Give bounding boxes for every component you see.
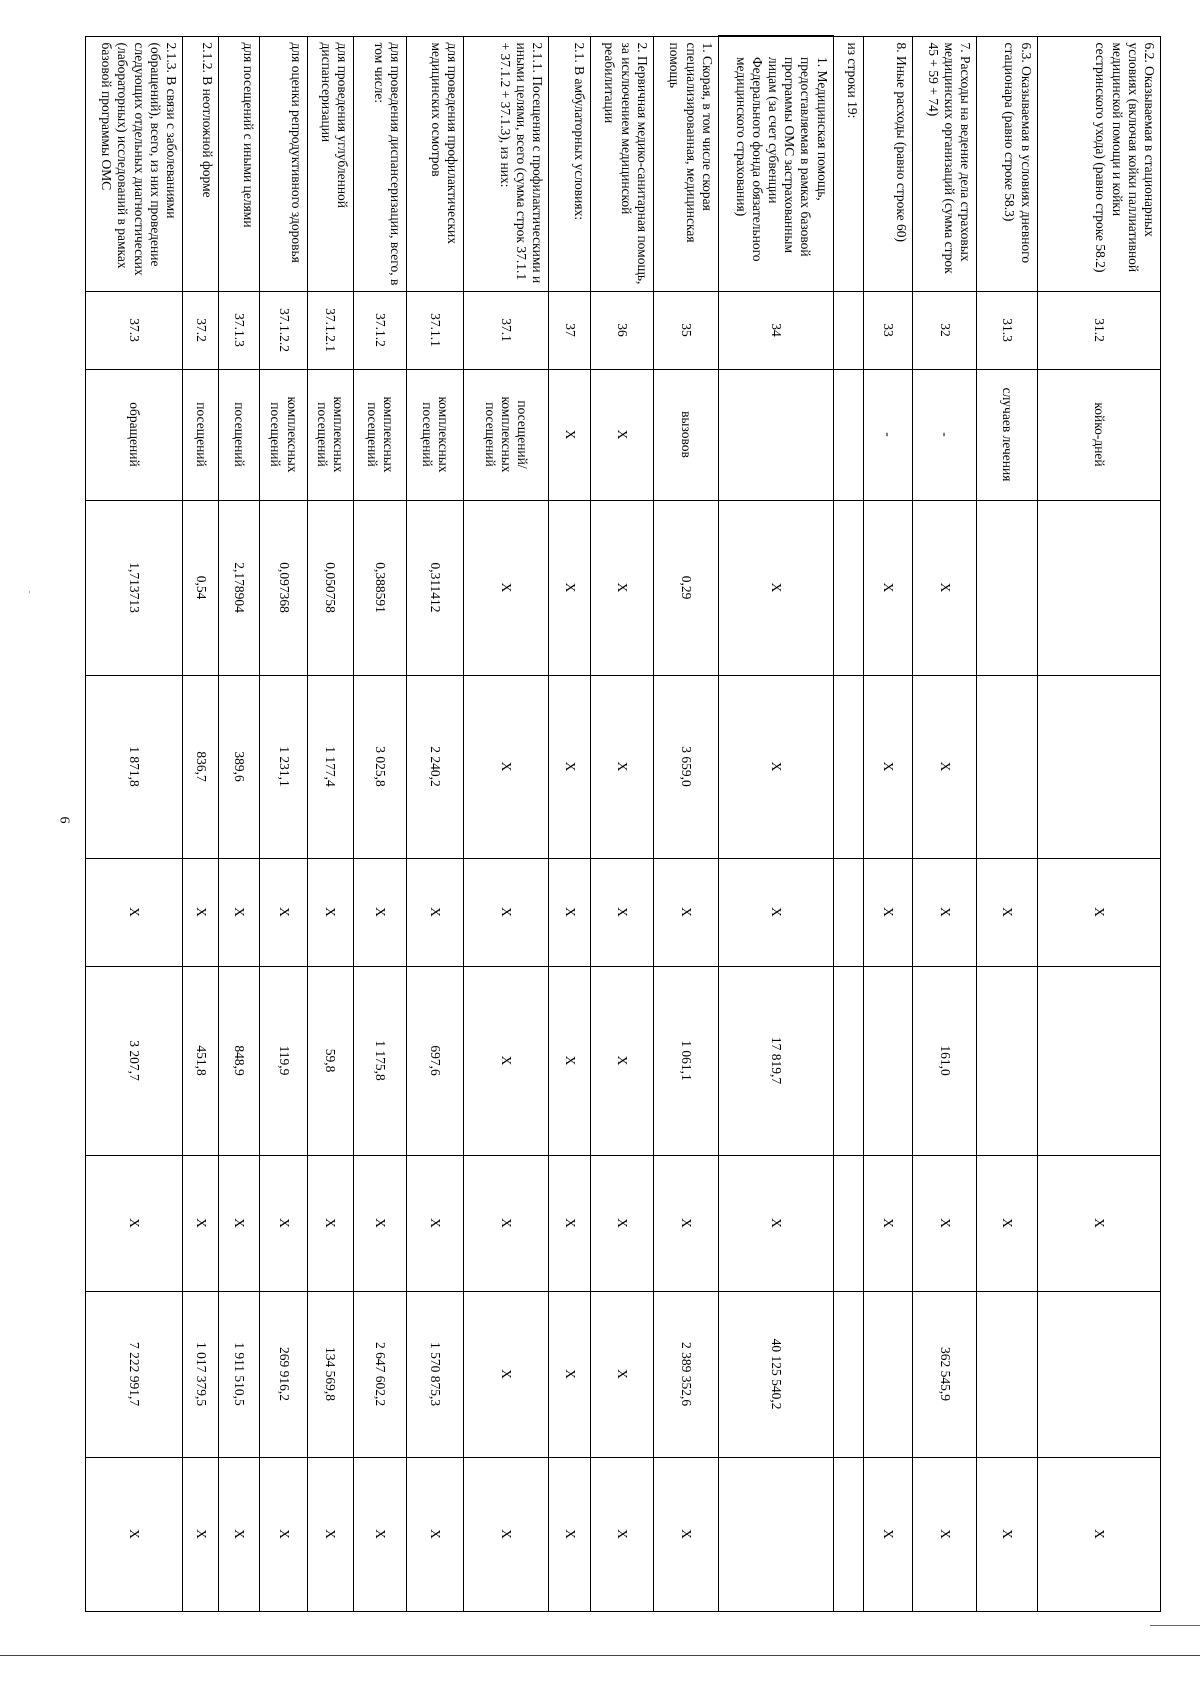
row-code: 31.2 [1037, 291, 1160, 369]
cell-c2: 1 231,1 [260, 675, 307, 858]
cell-c5: Х [464, 1155, 549, 1291]
row-label: 6.2. Оказываемая в стационарных условиях (включая койки паллиативной медицинской помощи и койки сестринского ухода) (равно строке 58.2) [1037, 36, 1160, 291]
table-row [1037, 36, 1160, 1611]
row-code: 36 [590, 291, 653, 369]
cell-c3: Х [406, 858, 463, 966]
cell-c6: 40 125 540,2 [718, 1291, 833, 1457]
row-code: 37.1.1 [406, 291, 463, 369]
row-label: для проведения диспансеризации, всего, в том числе: [353, 36, 406, 291]
cell-c6: 1 570 875,3 [406, 1291, 463, 1457]
cell-c2: 836,7 [183, 675, 219, 858]
cell-c3: Х [718, 858, 833, 966]
table-row [406, 36, 463, 1611]
cell-c7: Х [653, 1457, 718, 1611]
row-code [833, 291, 864, 369]
data-table [85, 35, 1161, 1612]
cell-c7: Х [260, 1457, 307, 1611]
cell-c5: Х [912, 1155, 976, 1291]
cell-c2: Х [912, 675, 976, 858]
cell-c1: 0,050758 [307, 500, 353, 675]
bottom-rule [0, 1655, 1200, 1656]
cell-c2: Х [590, 675, 653, 858]
cell-c5 [833, 1155, 864, 1291]
table-row [653, 36, 718, 1611]
table-row [86, 36, 183, 1611]
cell-c6: 269 916,2 [260, 1291, 307, 1457]
cell-c5: Х [406, 1155, 463, 1291]
table-row [260, 36, 307, 1611]
cell-c6 [864, 1291, 913, 1457]
cell-c4: 451,8 [183, 966, 219, 1155]
cell-c5: Х [549, 1155, 591, 1291]
row-code: 37.1.2 [353, 291, 406, 369]
cell-c3: Х [260, 858, 307, 966]
row-unit: случаев лечения [976, 369, 1037, 500]
cell-c4: 3 207,7 [86, 966, 183, 1155]
cell-c2: Х [864, 675, 913, 858]
cell-c7: Х [86, 1457, 183, 1611]
cell-c4: Х [549, 966, 591, 1155]
row-code: 37.2 [183, 291, 219, 369]
cell-c1: 2,178904 [219, 500, 260, 675]
cell-c1: Х [464, 500, 549, 675]
row-code: 33 [864, 291, 913, 369]
row-label: 7. Расходы на ведение дела страховых медицинских организаций (сумма строк 45 + 59 + 74) [912, 36, 976, 291]
cell-c6: Х [464, 1291, 549, 1457]
cell-c1 [976, 500, 1037, 675]
row-label: для проведения углубленной диспансеризации [307, 36, 353, 291]
cell-c1: 0,29 [653, 500, 718, 675]
row-unit: обращений [86, 369, 183, 500]
cell-c5: Х [653, 1155, 718, 1291]
row-label: 6.3. Оказываемая в условиях дневного стационара (равно строке 58.3) [976, 36, 1037, 291]
cell-c7: Х [183, 1457, 219, 1611]
cell-c3: Х [912, 858, 976, 966]
table-row [219, 36, 260, 1611]
cell-c3: Х [353, 858, 406, 966]
row-label: для посещений с иными целями [219, 36, 260, 291]
cell-c7: Х [590, 1457, 653, 1611]
row-label: 2. Первичная медико-санитарная помощь, за исключением медицинской реабилитации [590, 36, 653, 291]
cell-c3: Х [1037, 858, 1160, 966]
table-row [912, 36, 976, 1611]
cell-c5: Х [1037, 1155, 1160, 1291]
cell-c3: Х [864, 858, 913, 966]
cell-c7: Х [307, 1457, 353, 1611]
table-row [549, 36, 591, 1611]
cell-c3: Х [976, 858, 1037, 966]
cell-c6: 2 389 352,6 [653, 1291, 718, 1457]
row-unit: комплексных посещений [406, 369, 463, 500]
row-label: 2.1. В амбулаторных условиях: [549, 36, 591, 291]
row-unit: вызовов [653, 369, 718, 500]
row-unit: - [864, 369, 913, 500]
cell-c4: Х [464, 966, 549, 1155]
cell-c1 [1037, 500, 1160, 675]
cell-c6: 1 911 510,5 [219, 1291, 260, 1457]
cell-c2 [833, 675, 864, 858]
table-row [353, 36, 406, 1611]
cell-c4: 17 819,7 [718, 966, 833, 1155]
cell-c7: Х [1037, 1457, 1160, 1611]
row-unit: посещений [183, 369, 219, 500]
cell-c1: 0,54 [183, 500, 219, 675]
cell-c2 [1037, 675, 1160, 858]
cell-c6: Х [590, 1291, 653, 1457]
cell-c1 [833, 500, 864, 675]
cell-c4: 1 175,8 [353, 966, 406, 1155]
cell-c2: 1 177,4 [307, 675, 353, 858]
cell-c1: 0,311412 [406, 500, 463, 675]
cell-c7: Х [912, 1457, 976, 1611]
cell-c6 [833, 1291, 864, 1457]
cell-c2: 2 240,2 [406, 675, 463, 858]
row-label: 8. Иные расходы (равно строке 60) [864, 36, 913, 291]
cell-c7: Х [464, 1457, 549, 1611]
cell-c5: Х [86, 1155, 183, 1291]
row-unit: посещений [219, 369, 260, 500]
cell-c6: 1 017 379,5 [183, 1291, 219, 1457]
cell-c4 [864, 966, 913, 1155]
cell-c4: 119,9 [260, 966, 307, 1155]
cell-c5: Х [864, 1155, 913, 1291]
table-row [833, 36, 864, 1611]
cell-c1: Х [590, 500, 653, 675]
cell-c1: 0,097368 [260, 500, 307, 675]
row-code: 37 [549, 291, 591, 369]
cell-c3: Х [307, 858, 353, 966]
cell-c2: 3 659,0 [653, 675, 718, 858]
cell-c5: Х [260, 1155, 307, 1291]
table-row [464, 36, 549, 1611]
row-unit: комплексных посещений [307, 369, 353, 500]
cell-c7: Х [219, 1457, 260, 1611]
row-code: 32 [912, 291, 976, 369]
table-row [590, 36, 653, 1611]
row-unit: Х [590, 369, 653, 500]
cell-c2: Х [464, 675, 549, 858]
row-label: 1. Скорая, в том числе скорая специализированная, медицинская помощь [653, 36, 718, 291]
row-unit: комплексных посещений [260, 369, 307, 500]
page-number: 6 [56, 816, 72, 824]
cell-c1: Х [718, 500, 833, 675]
cell-c3: Х [183, 858, 219, 966]
cell-c4 [1037, 966, 1160, 1155]
row-code: 31.3 [976, 291, 1037, 369]
cell-c1: Х [912, 500, 976, 675]
cell-c2: 3 025,8 [353, 675, 406, 858]
scan-speck: · [28, 588, 31, 597]
table-row [307, 36, 353, 1611]
cell-c7: Х [549, 1457, 591, 1611]
row-unit [718, 369, 833, 500]
rotated-table-container [85, 35, 1161, 1610]
cell-c4: 1 061,1 [653, 966, 718, 1155]
cell-c6 [1037, 1291, 1160, 1457]
cell-c1: 1,713713 [86, 500, 183, 675]
row-label: 1. Медицинская помощь, предоставляемая в рамках базовой программы ОМС застрахованным лицам (за счет субвенции Федерального фонда обязательного медицинского страхования) [718, 36, 833, 291]
table-row [183, 36, 219, 1611]
row-label: для проведения профилактических медицинских осмотров [406, 36, 463, 291]
cell-c3: Х [464, 858, 549, 966]
cell-c4: Х [590, 966, 653, 1155]
cell-c3: Х [219, 858, 260, 966]
row-code: 37.1 [464, 291, 549, 369]
table-body [86, 36, 1161, 1611]
row-code: 34 [718, 291, 833, 369]
row-label: 2.1.3. В связи с заболеваниями (обращений), всего, из них проведение следующих отдельных диагностических (лабораторных) исследований в рамках базовой программы ОМС [86, 36, 183, 291]
row-unit: - [912, 369, 976, 500]
row-unit [833, 369, 864, 500]
cell-c7: Х [976, 1457, 1037, 1611]
cell-c2: Х [718, 675, 833, 858]
row-unit: койко-дней [1037, 369, 1160, 500]
table-row [976, 36, 1037, 1611]
cell-c6: 2 647 602,2 [353, 1291, 406, 1457]
cell-c4 [833, 966, 864, 1155]
bottom-mark [1150, 1625, 1200, 1626]
row-label: из строки 19: [833, 36, 864, 291]
cell-c3: Х [86, 858, 183, 966]
cell-c3: Х [653, 858, 718, 966]
cell-c2: 1 871,8 [86, 675, 183, 858]
cell-c5: Х [590, 1155, 653, 1291]
cell-c5: Х [353, 1155, 406, 1291]
cell-c5: Х [718, 1155, 833, 1291]
cell-c5: Х [976, 1155, 1037, 1291]
row-code: 37.1.3 [219, 291, 260, 369]
cell-c4: 161,0 [912, 966, 976, 1155]
cell-c4: 848,9 [219, 966, 260, 1155]
row-code: 37.3 [86, 291, 183, 369]
row-label: 2.1.1. Посещения с профилактическими и иными целями, всего (сумма строк 37.1.1 + 37.1.2 + 37.1.3), из них: [464, 36, 549, 291]
cell-c3: Х [590, 858, 653, 966]
cell-c6: 362 545,9 [912, 1291, 976, 1457]
cell-c6: 134 569,8 [307, 1291, 353, 1457]
cell-c5: Х [307, 1155, 353, 1291]
cell-c4 [976, 966, 1037, 1155]
cell-c6 [976, 1291, 1037, 1457]
row-label: для оценки репродуктивного здоровья [260, 36, 307, 291]
cell-c7: Х [406, 1457, 463, 1611]
table-row [864, 36, 913, 1611]
row-unit: Х [549, 369, 591, 500]
cell-c4: 59,8 [307, 966, 353, 1155]
cell-c6: 7 222 991,7 [86, 1291, 183, 1457]
row-label: 2.1.2. В неотложной форме [183, 36, 219, 291]
row-code: 37.1.2.2 [260, 291, 307, 369]
cell-c1: Х [549, 500, 591, 675]
row-code: 37.1.2.1 [307, 291, 353, 369]
cell-c2: Х [549, 675, 591, 858]
cell-c2 [976, 675, 1037, 858]
cell-c2: 389,6 [219, 675, 260, 858]
cell-c3 [833, 858, 864, 966]
row-unit: комплексных посещений [353, 369, 406, 500]
cell-c5: Х [183, 1155, 219, 1291]
cell-c1: Х [864, 500, 913, 675]
cell-c7 [833, 1457, 864, 1611]
cell-c3: Х [549, 858, 591, 966]
table-row [718, 36, 833, 1611]
cell-c7: Х [864, 1457, 913, 1611]
cell-c5: Х [219, 1155, 260, 1291]
cell-c7 [718, 1457, 833, 1611]
cell-c1: 0,388591 [353, 500, 406, 675]
cell-c4: 697,6 [406, 966, 463, 1155]
row-code: 35 [653, 291, 718, 369]
cell-c6: Х [549, 1291, 591, 1457]
row-unit: посещений/комплексных посещений [464, 369, 549, 500]
cell-c7: Х [353, 1457, 406, 1611]
